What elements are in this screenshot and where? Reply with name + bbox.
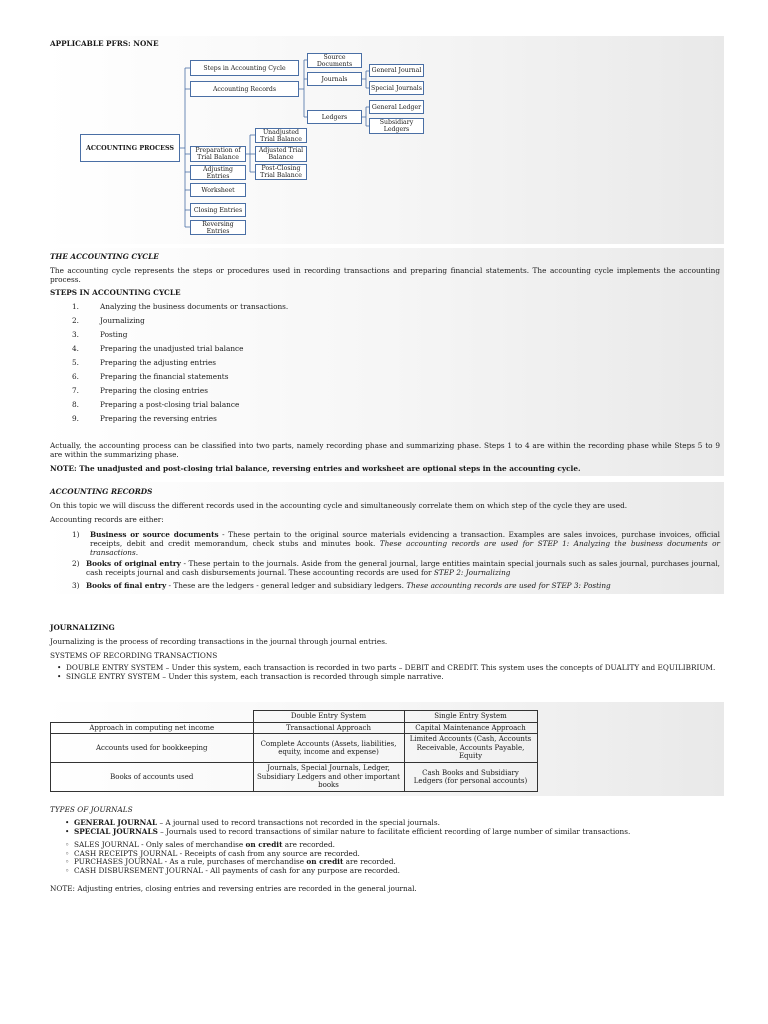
journals-node: Journals — [307, 72, 362, 86]
general-journal-term: GENERAL JOURNAL — [74, 818, 158, 827]
table-header-single: Single Entry System — [404, 711, 537, 723]
ledgers-node: Ledgers — [307, 110, 362, 124]
step-number: 4. — [72, 344, 79, 353]
special-journals-list — [62, 841, 720, 875]
step-number: 9. — [72, 414, 79, 423]
list-item: ◦ CASH DISBURSEMENT JOURNAL - All payments of cash for any purpose are recorded. — [65, 865, 400, 875]
step-number: 3. — [72, 330, 79, 339]
table-corner — [51, 711, 254, 723]
unadjusted-tb-node: Unadjusted Trial Balance — [255, 128, 307, 143]
list-item: • SPECIAL JOURNALS – Journals used to record transactions of similar nature to facilitate efficient recording of large number of similar transactions. — [65, 826, 631, 836]
general-journal-def: – A journal used to record transactions not recorded in the special journals. — [157, 818, 440, 827]
table-row — [51, 711, 538, 723]
list-item: • DOUBLE ENTRY SYSTEM – Under this system, each transaction is recorded in two parts – DEBIT and CREDIT. This system uses the concepts of DUALITY and EQUILIBRIUM. — [57, 663, 716, 672]
cash-receipts-journal: CASH RECEIPTS JOURNAL - Receipts of cash from any source are recorded. — [74, 848, 360, 858]
step-text: Preparing the closing entries — [100, 386, 208, 395]
table-row — [51, 722, 538, 734]
record-item-2-usage: STEP 2: Journalizing — [433, 568, 511, 577]
table-cell: Complete Accounts (Assets, liabilities, equity, income and expense) — [253, 734, 404, 763]
list-item: ◦ PURCHASES JOURNAL - As a rule, purchases of merchandise on credit are recorded. — [65, 857, 396, 867]
record-item-3-title: Books of final entry — [86, 581, 167, 590]
table-cell: Books of accounts used — [51, 763, 254, 792]
general-journal-node: General Journal — [369, 64, 424, 77]
cash-disbursement-journal: CASH DISBURSEMENT JOURNAL - All payments of cash for any purpose are recorded. — [74, 865, 400, 875]
step-number: 5. — [72, 358, 79, 367]
phases-paragraph: Actually, the accounting process can be classified into two parts, namely recording phase and summarizing phase. Steps 1 to 4 are within the recording phase while Steps 5 to 9 are within the summarizing phase. — [50, 441, 720, 459]
table-cell: Approach in computing net income — [51, 722, 254, 734]
list-item: ◦ SALES JOURNAL - Only sales of merchandise on credit are recorded. — [65, 840, 335, 849]
step-text: Preparing the financial statements — [100, 372, 229, 381]
table-cell: Cash Books and Subsidiary Ledgers (for personal accounts) — [404, 763, 537, 792]
prep-trial-balance-node: Preparation of Trial Balance — [190, 146, 246, 162]
step-number: 2. — [72, 316, 79, 325]
records-heading: ACCOUNTING RECORDS — [50, 487, 153, 496]
step-number: 7. — [72, 386, 79, 395]
records-intro: On this topic we will discuss the different records used in the accounting cycle and simultaneously correlate them on which step of the cycle they are used. — [50, 501, 628, 510]
worksheet-node: Worksheet — [190, 183, 246, 197]
special-journals-node: Special Journals — [369, 81, 424, 95]
accounting-process-node: ACCOUNTING PROCESS — [80, 134, 180, 162]
special-journals-def: – Journals used to record transactions of similar nature to facilitate efficient recording of large number of similar transactions. — [157, 826, 631, 836]
record-item-2-text: - These pertain to the journals. Aside from the general journal, large entities maintain special journals such as sales journal, purchases journal, cash receipts journal and cash disbursements journal. These accounting records are used for — [86, 559, 720, 577]
systems-heading: SYSTEMS OF RECORDING TRANSACTIONS — [50, 651, 218, 660]
table-row — [51, 734, 538, 763]
record-item-3-text: - These are the ledgers - general ledger and subsidiary ledgers. — [166, 581, 407, 590]
general-ledger-node: General Ledger — [369, 100, 424, 114]
steps-heading: STEPS IN ACCOUNTING CYCLE — [50, 288, 181, 297]
types-note: NOTE: Adjusting entries, closing entries and reversing entries are recorded in the general journal. — [50, 884, 417, 893]
closing-entries-node: Closing Entries — [190, 203, 246, 217]
comparison-table — [50, 710, 538, 792]
types-heading: TYPES OF JOURNALS — [50, 805, 133, 814]
step-text: Preparing the unadjusted trial balance — [100, 344, 244, 353]
records-either: Accounting records are either: — [50, 515, 164, 524]
record-item-1-text: - These pertain to the original source materials evidencing a transaction. Examples are sales invoices, purchase invoices, official receipts, debit and credit memorandum, check stubs and minutes book. — [90, 530, 720, 548]
steps-cycle-node: Steps in Accounting Cycle — [190, 60, 299, 76]
reversing-entries-node: Reversing Entries — [190, 220, 246, 235]
step-text: Analyzing the business documents or transactions. — [100, 302, 289, 311]
purchases-journal-c: are recorded. — [343, 857, 396, 867]
special-journals-term: SPECIAL JOURNALS — [74, 826, 158, 836]
step-number: 6. — [72, 372, 79, 381]
step-text: Preparing the adjusting entries — [100, 358, 217, 367]
double-entry-bullet: DOUBLE ENTRY SYSTEM – Under this system, each transaction is recorded in two parts – DEBIT and CREDIT. This system uses the concepts of DUALITY and EQUILIBRIUM. — [66, 663, 716, 672]
record-item-3 — [86, 581, 611, 590]
cycle-note: NOTE: The unadjusted and post-closing trial balance, reversing entries and worksheet are optional steps in the accounting cycle. — [50, 464, 581, 473]
list-item: • SINGLE ENTRY SYSTEM – Under this system, each transaction is recorded through simple narrative. — [57, 671, 444, 681]
step-text: Posting — [100, 330, 128, 339]
record-item-1-title: Business or source documents — [90, 530, 219, 539]
table-row — [51, 763, 538, 792]
step-number: 8. — [72, 400, 79, 409]
applicable-pfrs: APPLICABLE PFRS: NONE — [50, 39, 159, 48]
adjusting-entries-node: Adjusting Entries — [190, 165, 246, 180]
record-item-1 — [90, 530, 720, 557]
journalizing-heading: JOURNALIZING — [50, 623, 115, 632]
table-cell: Limited Accounts (Cash, Accounts Receivable, Accounts Payable, Equity — [404, 734, 537, 763]
list-item: ◦ CASH RECEIPTS JOURNAL - Receipts of cash from any source are recorded. — [65, 848, 360, 858]
purchases-journal-a: PURCHASES JOURNAL - As a rule, purchases of merchandise — [74, 857, 307, 867]
single-entry-bullet: SINGLE ENTRY SYSTEM – Under this system, each transaction is recorded through simple narrative. — [66, 671, 444, 681]
adjusted-tb-node: Adjusted Trial Balance — [255, 146, 307, 162]
accounting-records-node: Accounting Records — [190, 81, 299, 97]
sales-journal-a: SALES JOURNAL - Only sales of merchandise — [74, 840, 246, 849]
table-header-double: Double Entry System — [253, 711, 404, 723]
table-cell: Transactional Approach — [253, 722, 404, 734]
source-documents-node: Source Documents — [307, 53, 362, 68]
record-item-3-usage: These accounting records are used for STEP 3: Posting — [406, 581, 611, 590]
record-item-number: 3) — [72, 581, 80, 590]
table-cell: Journals, Special Journals, Ledger, Subsidiary Ledgers and other important books — [253, 763, 404, 792]
subsidiary-ledgers-node: Subsidiary Ledgers — [369, 118, 424, 134]
record-item-number: 2) — [72, 559, 80, 568]
step-text: Preparing a post-closing trial balance — [100, 400, 240, 409]
sales-journal-b: on credit — [245, 840, 283, 849]
record-item-2 — [86, 559, 720, 577]
step-number: 1. — [72, 302, 79, 311]
list-item: • GENERAL JOURNAL – A journal used to record transactions not recorded in the special journals. — [65, 818, 440, 827]
systems-list — [54, 664, 720, 681]
step-text: Preparing the reversing entries — [100, 414, 217, 423]
table-cell: Capital Maintenance Approach — [404, 722, 537, 734]
journal-types-list — [62, 819, 720, 836]
post-closing-tb-node: Post-Closing Trial Balance — [255, 164, 307, 180]
cycle-intro: The accounting cycle represents the steps or procedures used in recording transactions and preparing financial statements. The accounting cycle implements the accounting process. — [50, 266, 720, 284]
table-cell: Accounts used for bookkeeping — [51, 734, 254, 763]
purchases-journal-b: on credit — [306, 857, 344, 867]
record-item-2-title: Books of original entry — [86, 559, 181, 568]
step-text: Journalizing — [100, 316, 145, 325]
record-item-number: 1) — [72, 530, 80, 539]
sales-journal-c: are recorded. — [282, 840, 335, 849]
journalizing-intro: Journalizing is the process of recording transactions in the journal through journal entries. — [50, 637, 388, 646]
record-item-1-usage: These accounting records are used for STEP 1: Analyzing the business documents or transactions. — [90, 539, 720, 557]
cycle-heading: THE ACCOUNTING CYCLE — [50, 252, 159, 261]
